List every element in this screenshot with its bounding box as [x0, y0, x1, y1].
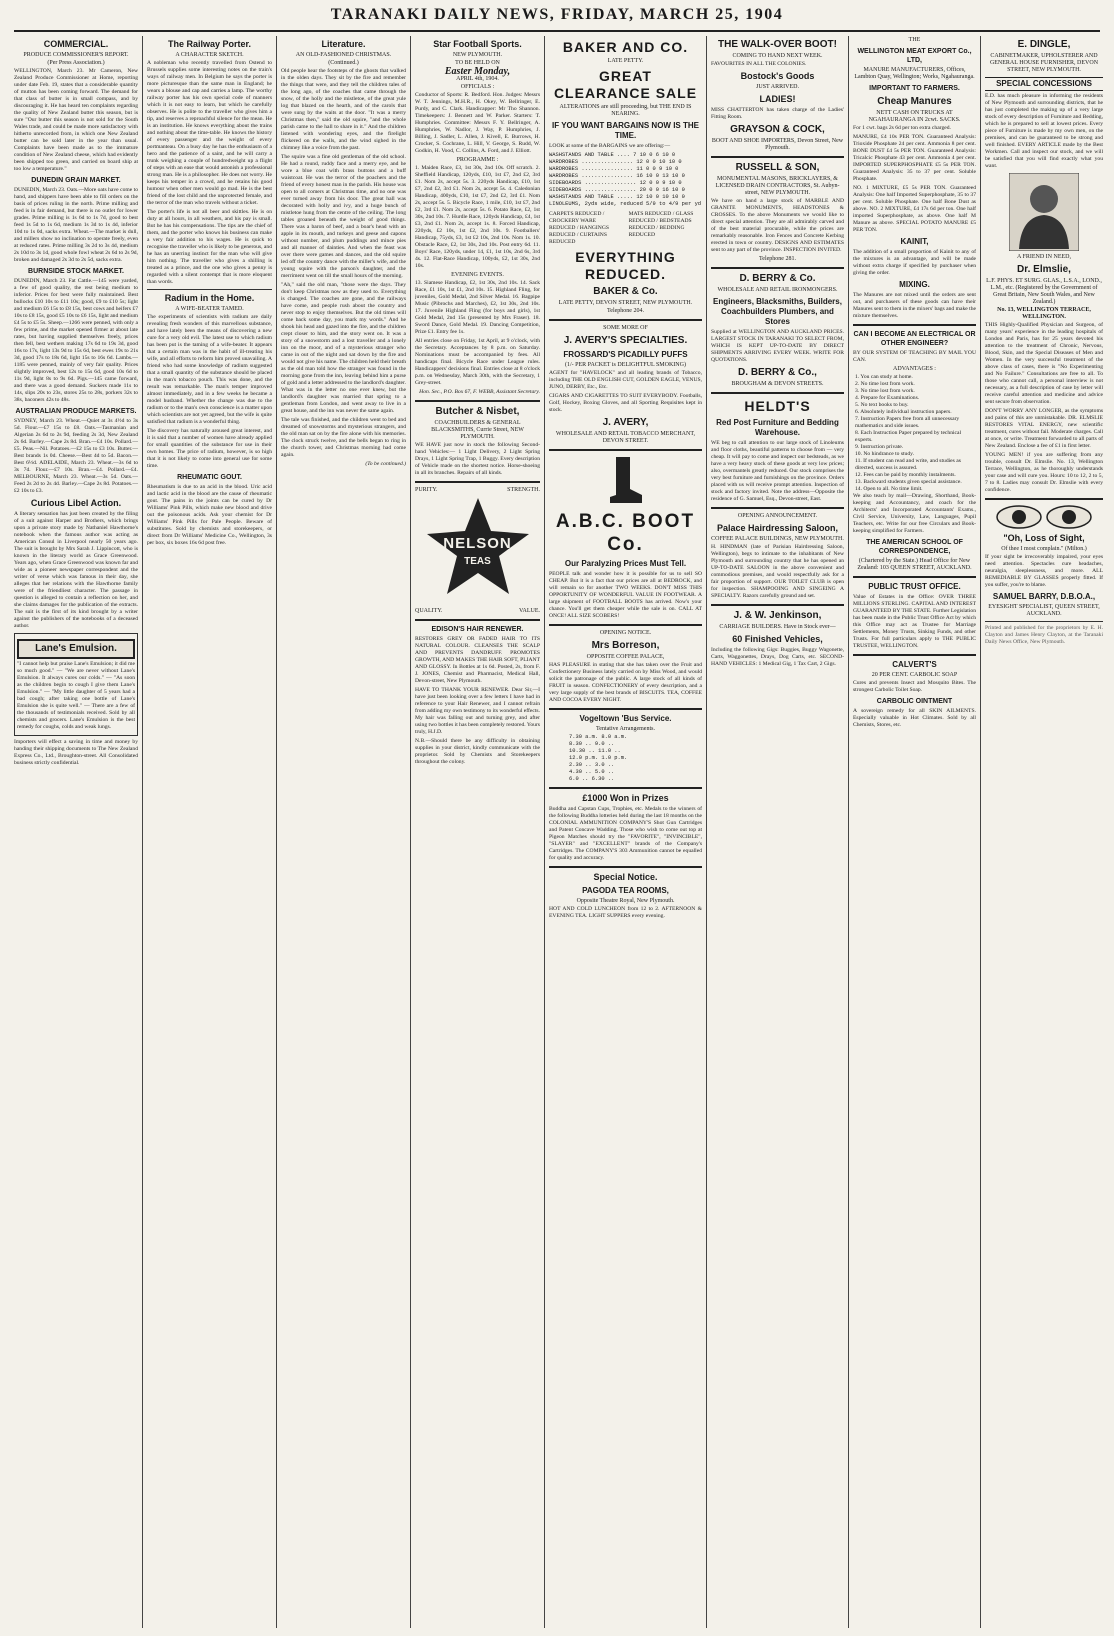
eyes-illustration	[994, 504, 1094, 530]
heading-walk-over-boot: THE WALK-OVER BOOT!	[718, 39, 837, 50]
list-item: 13. Backward students given special assistance.	[855, 479, 962, 485]
telephone: Telephone 281.	[759, 256, 796, 262]
subheading: Opposite Theatre Royal, New Plymouth.	[576, 898, 675, 904]
list-item: 2. No time lost from work.	[855, 381, 915, 387]
byline: (Per Press Association.)	[47, 60, 105, 66]
divider	[711, 392, 844, 394]
boot-icon	[606, 455, 646, 507]
article-text: The tale was finished, and the children went to bed and dreamed of snowstorms and mysterious strangers, and the old man sat on by the fire alone with his memories. The clock struck twelve, and the bells began to ring in the church tower, and Christmas morning had come again.	[281, 417, 406, 458]
divider	[711, 267, 844, 269]
evening-events-text: 13. Siamese Handicap, £2, 1st 30s, 2nd 10s. 14. Sack Race, £1 10s, 1st £1, 2nd 10s. 15. Highland Fling, for juveniles, Gold Medal, 2nd Silver Medal. 16. Bagpipe Music (Pibrochs and Marches), £2, 1st 30s, 2nd 10s. 17. Juvenile Highland Fling (for boys and girls), 1st Gold Medal, 2nd 15s (presented by Mrs Fraser). 18. Sword Dance, Gold Medal. 19. Dancing Competition, Prize £1. Entry fee 1s.	[415, 280, 540, 335]
ad-text: A sovereign remedy for all SKIN AILMENTS. Especially valuable in Hot Climates. Sold by all Chemists, Stores, etc.	[853, 708, 976, 728]
bargain-list	[549, 152, 702, 208]
heading-radium: Radium in the Home.	[164, 293, 255, 303]
ad-text: MANURE, £4 10s PER TON. Guaranteed Analysis: Trioxide Phosphate 24 per cent. Ammonia 8 per cent. BONE DUST £4 5s PER TON. Guaranteed Analysis: Tricalcic Phosphate 43 per cent. Ammonia 4 per cent. IMPORTED SUPERPHOSPHATE £5 5s PER TON. Guaranteed Analysis: 35 to 37 per cent. Soluble Phosphate.	[853, 134, 976, 182]
subheading: TO BE HELD ON	[455, 60, 500, 66]
subheading: MANURE MANUFACTURERS, Offices, Lambton Quay, Wellington; Works, Ngahauranga.	[854, 67, 975, 80]
ad-text: YOUNG MEN! if you are suffering from any trouble, consult Dr. Elmslie. No. 13, Wellington Terrace, Wellington, as he thoroughly understands your case and will cure you. Hours: 10 to 12, 2 to 5, 7 to 8. Ladies may consult Dr. Elmslie with every confidence.	[985, 452, 1103, 493]
heading-kainit: KAINIT,	[900, 237, 929, 246]
heading-important-farmers: IMPORTANT TO FARMERS.	[869, 85, 960, 92]
list-item: 5. No text books to buy.	[855, 402, 909, 408]
heading-baker-and-co: BAKER AND CO.	[562, 39, 689, 55]
ad-text: AGENT for "HAVELOCK" and all leading brands of Tobacco, including THE OLD ENGLISH CUT, GOLDEN EAGLE, VENUS, JUNO, DERBY, Etc., Etc.	[549, 370, 702, 390]
timetable-row: 2.30 .. 3.0 ..	[569, 762, 615, 768]
column-rule	[706, 36, 707, 1628]
portrait-icon	[1009, 173, 1079, 251]
article-text: "Ah," said the old man, "those were the days. They don't keep Christmas now as they used to. Everything is changed. The coaches are gone, and the railways have come, and people rush about the country and never stop to enjoy themselves. But the old times will come back some day, you mark my words." And he shook his head and gazed into the fire, and the children crept closer to him, and the story went on. It was a story of a snowstorm and a lost traveller and a lonely inn on the moor, and of a mysterious stranger who came in out of the night and sat down by the fire and would not give his name. The children held their breath as the old man told how the stranger was found in the morning gone from the inn, leaving behind him a purse of gold and a letter addressed to the landlord's daughter. What was in the letter no one ever knew, but the landlord's daughter was married that spring to a gentleman from London, and went away to live in a great house, and the inn was never the same again.	[281, 282, 406, 414]
list-item: WARDROBES ................ 12 0 0 10 10 0	[549, 159, 682, 165]
ad-text: N.B.—Should there be any difficulty in obtaining supplies in your district, kindly communicate with the proprietor. Sold by Chemists and Storekeepers throughout the colony.	[415, 738, 540, 765]
heading-paralyzing-prices: Our Paralyzing Prices Must Tell.	[564, 559, 687, 568]
article-text: WELLINGTON, March 23. Mr Cameron, New Zealand Produce Commissioner at Home, reporting under date Feb. 19, states that a considerable quantity of mutton has been coming forward. The demand for that class of butter is in small compass, and by discouraging it. He has heard ten complaints regarding the quality of New Zealand butter this season, but is sure "Our butter this season is not sold for the South Wales trade, and could be made more satisfactory with hitherto unrecorded from, in which one New Zealand butter can be sold later in the year than usual. Complaints have been made as to the immature condition of New Zealand cheese, which had evidently been shipped too green, and carried on board ship at too low a temperature."	[14, 68, 138, 172]
list-item: 10. No hindrance to study.	[855, 451, 914, 457]
heading-red-post-furniture: Red Post Furniture and Bedding Warehouse.	[716, 418, 839, 437]
subheading: JUST ARRIVED.	[756, 84, 799, 90]
ad-text: BY OUR SYSTEM OF TEACHING BY MAIL YOU CAN.	[853, 350, 976, 363]
ad-text: FAVOURITES IN ALL THE COLONIES.	[711, 61, 807, 67]
nelson-teas-top-labels	[415, 487, 540, 494]
list-item: 1. You can study at home.	[855, 374, 913, 380]
strength-label: STRENGTH.	[507, 487, 540, 493]
list-item: WASHSTANDS AND TABLE ..... 12 10 0 10 10 0	[549, 194, 685, 200]
divider	[985, 498, 1103, 500]
bus-timetable	[549, 734, 702, 783]
event-day: Easter Monday,	[444, 66, 511, 77]
list-item: 12. Fees can be paid by monthly instalments.	[855, 472, 956, 478]
ad-text: WE beg to call attention to our large stock of Linoleums and floor cloths, beautiful patterns to choose from — very cheap. It will pay to come and inspect our bedsteads, as we have a very heavy stock of these goods at very low prices; also, overmantels greatly reduced. Our stock comprises the very best furniture and furnishings on the province. Orders placed with us will receive prompt attention. Inspection of stock and factory invited. Note the address—Opposite the residence of G. Samuel, Esq., Devon-street, East.	[711, 440, 844, 502]
secretary-signature: Hon. Sec., P.O. Box 67, F. WEBB, Assistant Secretary.	[419, 389, 540, 395]
column-rule	[410, 36, 411, 1628]
subheading: A CHARACTER SKETCH.	[175, 52, 244, 58]
article-text: Old people hear the footsteps of the ghosts that walked in the olden days. They sit by the fire and remember the things that were, and they tell the children tales of the long ago, of the coaches that came through the snow, of the holly and the mistletoe, of the great yule log that blazed on the hearth, and of the carols that were sung by the waits at the door. "It was a merry Christmas then," said the old squire, "and the whole parish came to the hall to share in it." And the children listened with wondering eyes, and the firelight flickered on the walls, and the wind sighed in the chimney like a voice from the past.	[281, 68, 406, 151]
heading-bus-service: Vogeltown 'Bus Service.	[579, 714, 672, 723]
heading-e-dingle: E. DINGLE,	[1017, 39, 1071, 50]
heading-public-trust: PUBLIC TRUST OFFICE.	[868, 582, 961, 591]
event-date: APRIL 4th, 1904.	[456, 76, 499, 82]
list-item: 11. If student can read and write, and studies as directed, success is assured.	[855, 458, 961, 471]
article-text: The squire was a fine old gentleman of the old school. He had a round, ruddy face and a merry eye, and he wore a blue coat with brass buttons and a buff waistcoat. He was the terror of the poachers and the friend of every honest man in the parish. His house was open to all comers at Christmas time, and no one was ever turned away from his door. The great hall was decorated with holly and ivy, and a huge bunch of mistletoe hung from the centre of the ceiling. The long tables groaned beneath the weight of good things. There was a baron of beef, and a boar's head with an apple in its mouth, and turkeys and geese and capons without number, and plum puddings and mince pies and all manner of dainties. And when the feast was over there were games and dances, and the old squire led off the country dance with the miller's wife, and the young squire with the parson's daughter, and the merriment went on till the small hours of the morning.	[281, 154, 406, 279]
heading-abc-boot: A.B.C. BOOT Co.	[555, 511, 696, 555]
column-rule	[980, 36, 981, 1628]
subheading: NETT CASH ON TRUCKS AT NGAHAURANGA IN 2cwt. SACKS.	[868, 110, 961, 123]
heading-mrs-borreson: Mrs Borreson,	[591, 640, 660, 651]
list-item: SIDEBOARDS ................ 12 0 0 9 10 0	[549, 180, 682, 186]
column-literature	[281, 36, 406, 1628]
heading-australian-produce: AUSTRALIAN PRODUCE MARKETS.	[15, 408, 137, 415]
heading-bostocks-goods: Bostock's Goods	[740, 71, 815, 81]
heading-clearance-sale: GREAT CLEARANCE SALE	[553, 68, 698, 101]
ad-text: NO. 1 MIXTURE, £5 5s PER TON. Guaranteed Analysis: One half Imported Superphosphate, 35 to 37 per cent. Soluble Phosphate. One half Bone Dust as above. NO. 2 MIXTURE, £4 17s 6d per ton. One half imported Superphosphate, as above. One half M Manure as above. SPECIAL POTATO MANURE £5 PER TON.	[853, 185, 976, 233]
advantages-list	[853, 374, 976, 493]
ad-text: E.D. has much pleasure in informing the residents of New Plymouth and surrounding districts, that he has just completed the making up of a very large stock of every description of Furniture and Bedding, which he is prepared to sell at lowest prices. Every piece of Furniture is made by my own men, on the premises, and can be guaranteed to be strong and well finished. EVERY ARTICLE made by the Best Workmen. Call and inspect our stock, and we will be satisfied that you will find exactly what you want.	[985, 93, 1103, 169]
subheading: COMING TO HAND NEXT WEEK.	[732, 53, 823, 59]
subheading: CARRIAGE BUILDERS. Have in Stock ever—	[719, 624, 836, 630]
list-item: WASHSTANDS AND TABLE .... 7 10 0 6 10 0	[549, 152, 676, 158]
article-text: DUNEDIN, March 23. Oats.—More oats have come to hand, and shippers have been able to fill orders on the basis of prices ruling in the north. Prime milling and feed is in fair demand, but there is no outlet for lower grades. Prime milling is 1s 6d to 1s 7d, good to best feed 1s 5d to 1s 6d, medium 1s 3d to 1s 4d, inferior 10d to 1s 0d, sacks extra. Wheat.—The market is dull, and millers show no inclination to operate freely, even at reduced rates. Prime milling 3s 2d to 3s 4d, medium 2s 10d to 3s 1d, good whole fowl wheat 2s 6d to 2s 9d, broken and damaged 2s 3d to 2s 5d, sacks extra.	[14, 187, 138, 263]
entries-notes: All entries close on Friday, 1st April, at 9 o'clock, with the Secretary. Acceptances by 8 p.m. on Saturday. Nominations must be accompanied by fees. All handicaps final. Bicycle Race under League rules. Handicappers' decisions final. Entries close at 8 o'clock p.m. on Wednesday, March 30th, with the Secretary, 1 Grey-street.	[415, 338, 540, 386]
divider	[415, 400, 540, 402]
timetable-row: 6.0 .. 6.30 ..	[569, 776, 615, 782]
divider	[415, 481, 540, 483]
ad-lanes-emulsion	[14, 633, 138, 736]
masthead-rule	[14, 30, 1100, 32]
heading-samuel-barry: SAMUEL BARRY, D.B.O.A.,	[992, 592, 1096, 601]
heading-palace-hairdressing: Palace Hairdressing Saloon,	[716, 523, 839, 533]
heading-loss-of-sight: "Oh, Loss of Sight,	[1003, 533, 1085, 543]
quality-label: QUALITY.	[415, 608, 443, 614]
heading-literature: Literature.	[321, 39, 366, 49]
subheading: 20 PER CENT. CARBOLIC SOAP	[871, 672, 958, 678]
ad-text: CIGARS AND CIGARETTES TO SUIT EVERYBODY. Footballs, Golf, Hockey, Boxing Gloves, and all Sporting Requisites kept in stock.	[549, 393, 702, 413]
heading-railway-porter: The Railway Porter.	[167, 39, 252, 49]
column-rule	[848, 36, 849, 1628]
ad-text: Buddha and Capstan Cups, Trophies, etc. Medals to the winners of the following Buddha lotteries held during the last 18 months on the COLONIAL AMMUNITION COMPANY'S Shot Gun Cartridges and Patent Concave Wadding. Those who wish to come out top at Pigeon Matches should try the "FAVORITE", "INVINCIBLE", "SLAYER" and "EXCELLENT" brands of the Company's Cartridges. The COMPANY'S 303 Ammunition cannot be equalled for quality and accuracy.	[549, 806, 702, 861]
ad-text: If your sight be irrecoverably impaired, your eyes need attention. Spectacles cure headaches, neuralgia, sleeplessness, and more. ALL REMEDIABLE BY GLASSES properly fitted. If you suffer, you're to blame.	[985, 554, 1103, 588]
heading-stock-market: BURNSIDE STOCK MARKET.	[28, 268, 124, 275]
column-baker-avery	[549, 36, 702, 1628]
subheading: CABINETMAKER, UPHOLSTERER AND GENERAL HOUSE FURNISHER, DEVON STREET, NEW PLYMOUTH.	[989, 53, 1099, 73]
ad-text: "I cannot help but praise Lane's Emulsion; it did me so much good." — "We are never without Lane's Emulsion. It always cures our colds." — "As soon as the children begin to cough I give them Lane's Emulsion." — "My little daughter of 5 years had a bad cough; after taking one bottle of Lane's Emulsion she is quite well." — There are a few of the thousands of testimonials received. Sold by all chemists and grocers. Lane's Emulsion is the best remedy for coughs, colds and weak lungs.	[17, 661, 135, 730]
timetable-row: 8.30 .. 9.0 ..	[569, 741, 615, 747]
column-walk-over-boot	[711, 36, 844, 1628]
advantages-title: ADVANTAGES :	[893, 366, 936, 372]
heading-carbolic-ointment: CARBOLIC OINTMENT	[876, 698, 953, 705]
heading-finished-vehicles: 60 Finished Vehicles,	[732, 634, 823, 644]
subheading: LATE PETTY.	[607, 58, 644, 64]
subheading-note: (Continued.)	[328, 60, 359, 66]
heading-grain-market: DUNEDIN GRAIN MARKET.	[31, 177, 121, 184]
article-text: The porter's life is not all beer and skittles. He is on duty at all hours, in all weathers, and his pay is small. But he has his compensations. The tips are the chief of them, and the porter who knows his business can make a very fair addition to his wages. He is quick to recognise the traveller who is likely to be generous, and he has an unerring instinct for the man who will give him nothing. The traveller who gives a shilling is treated as a prince, and the one who gives a penny is regarded with a silent contempt that is more eloquent than words.	[147, 209, 272, 285]
article-text: Importers will effect a saving in time and money by handing their shipping documents to The New Zealand Express Co., Ltd., Broughton-street. All Consolidated business strictly confidential.	[14, 739, 138, 766]
quote-attribution: Of thee I most complain." (Milton.)	[1001, 546, 1087, 552]
ad-text: PEOPLE talk and wonder how it is possible for us to sell SO CHEAP. But it is a fact that our prices are all at BEDROCK, and will remain so for another TWO WEEKS. DON'T MISS THIS OPPORTUNITY OF WONDERFUL VALUE IN FOOTWEAR. A large shipment of FOOTBALL BOOTS has arrived. Now's your chance. You'll get them cheaper while the sale is on. CALL AT ONCE! ALL SIZE SCOBERS!	[549, 571, 702, 619]
list-item: 8. Each Instruction Paper prepared by technical experts.	[855, 430, 962, 443]
column-dingle-elmslie	[985, 36, 1103, 1628]
heading-ladies: LADIES!	[759, 94, 796, 104]
list-item: 7. Instruction Papers free from all unnecessary mathematics and side issues.	[855, 416, 960, 429]
divider	[549, 449, 702, 451]
divider	[549, 866, 702, 868]
heading-dr-elmslie: Dr. Elmslie,	[1017, 264, 1071, 275]
heading-grayson-cock: GRAYSON & COCK,	[730, 124, 825, 135]
timetable-row: 12.0 p.m. 1.0 p.m.	[569, 755, 628, 761]
ad-text: Supplied at WELLINGTON AND AUCKLAND PRICES. LARGEST STOCK IN TARANAKI TO SELECT FROM, WHICH IS KEPT UP-TO-DATE BY DIRECT SHIPMENTS ARRIVING EVERY WEEK. WRITE FOR QUOTATIONS.	[711, 329, 844, 363]
article-text: SYDNEY, March 23. Wheat.—Quiet at 3s 4½d to 3s 5d. Flour.—£7 15s to £8. Oats.—Tasmanian and Algerian 2s 6d to 2s 9d, feeding 2s 3d, New Zealand 2s 6d. Barley.—Cape 2s 8d. Bran.—£4 10s. Pollard.—£5. Peas.—Nil. Potatoes.—£2 15s to £3 10s. Butter.—Best brands 1s 0d. Cheese.—Best 4d to 5d. Bacon.—Best 6½d. ADELAIDE, March 23. Wheat.—3s 6d to 3s 7d. Flour.—£7 10s. Bran.—£4. Pollard.—£4. MELBOURNE, March 23. Wheat.—3s 5d. Oats.—Feed 2s 2d to 2s 4d. Barley.—Cape 2s 8d. Potatoes.—£2 10s to £3.	[14, 418, 138, 494]
article-text: A nobleman who recently travelled from Ostend to Brussels supplies some interesting notes on the train's ways of railway men. In Belgium he says the porter is more picturesque than the same man in England; he wears a blouse and cap and carries a lamp. The worthy railway porter has his own special code of manners which it is not easy to learn, but which he carefully observes. He is polite to the traveller who gives him a tip, and reserves a reproachful silence for the mean. He is an institution. He knows everything about the trains and nothing about the time-table. He knows the history of every passenger and the weight of every portmanteau. On a busy day he has the enthusiasm of a hero and the patience of a saint, and he will carry a trunk weighing a couple of hundredweight up a flight of steps with an ease that would astonish a professional strong man. He is a philosopher. He does not worry. He keeps his temper in a crowd, and he retains his good humour when other men would go mad. He is the best friend of the lost child and the unprotected female, and the terror of the man who travels without a ticket.	[147, 60, 272, 206]
heading-cheap-manures: Cheap Manures	[877, 96, 952, 107]
subheading: NEW PLYMOUTH.	[452, 52, 503, 58]
heading-mixing: MIXING.	[899, 280, 930, 289]
subheading: WHOLESALE AND RETAIL IRONMONGERS.	[717, 287, 838, 293]
value-label: VALUE.	[518, 608, 540, 614]
subheading: (1/- PER PACKET is DELIGHTFUL SMOKING)	[565, 362, 686, 368]
list-item: WARDROBES ................ 11 0 0 9 10 0	[549, 166, 679, 172]
list-item: 6. Absolutely individual instruction papers.	[855, 409, 952, 415]
programme-text: 1. Maiden Race, £3, 1st 30s, 2nd 10s. Off scratch. 2. Sheffield Handicap, 120yds, £10, 1st £7, 2nd £2, 3rd £1. Nom 2s, accept 5s. 3. 220yds Handicap, £10, 1st £7, 2nd £2, 3rd £1. Nom 2s, accept 5s. 4. Caledonian Handicap, 400yds, £10, 1st £7, 2nd £2, 3rd £1. Nom 2s, accept 5s. 5. Bicycle Race, 1 mile, £10, 1st £7, 2nd £2, 3rd £1. Nom 2s, accept 5s. 6. Potato Race, £2, 1st 30s, 2nd 10s. 7. Hurdle Race, 120yds Handicap, £4, 1st £3, 2nd £1. Nom 2s, accept 1s. 8. Forced Handicap, 220yds, £2 10s, 1st £2, 2nd 10s. 9. Footballers' Handicap, 75yds, £3, 1st £2 10s, 2nd 10s. Nom 1s. 10. Obstacle Race, £2, 1st 30s, 2nd 10s. Post entry 6d. 11. Boys' Race, 120yds, under 14, £1, 1st 10s, 2nd 6s, 3rd 4s. 12. Flat-Race Handicap, 100yds, £2, 1st 30s, 2nd 10s.	[415, 165, 540, 269]
heading-heldts: HELDT'S	[744, 398, 811, 414]
heading-engineers: Engineers, Blacksmiths, Builders, Coachbuilders Plumbers, and Stores	[713, 297, 842, 326]
ad-text: DON'T WORRY ANY LONGER, as the symptoms and pains of this are unmistakable. DR. ELMSLIE RESTORES VITAL ENERGY, new scientific treatment, cures without fail. Moderate charges. Call at once, or write. Treatment forwarded to all parts of New Zealand. Enclose a fee of £1 in first letter.	[985, 408, 1103, 449]
heading-baker-co: BAKER & Co.	[593, 286, 658, 297]
list-item: 14. Open to all. No time limit.	[855, 486, 923, 492]
divider	[853, 576, 976, 578]
ad-text: MISS CHATTERTON has taken charge of the Ladies' Fitting Room.	[711, 107, 844, 120]
subheading: (Chartered by the State.) Head Office for New Zealand: 103 QUEEN STREET, AUCKLAND.	[857, 558, 972, 571]
column-railway-porter	[147, 36, 272, 1628]
column-commercial	[14, 36, 138, 1628]
telephone: Telephone 204.	[607, 308, 644, 314]
heading-american-school: THE AMERICAN SCHOOL OF CORRESPONDENCE,	[866, 539, 963, 555]
subheading: A WIFE-BEATER TAMED.	[175, 306, 244, 312]
list-item: 9. Instruction private.	[855, 444, 904, 450]
heading-avery-specialties: J. AVERY'S SPECIALTIES.	[563, 335, 688, 346]
heading-pagoda-tea-rooms: PAGODA TEA ROOMS,	[582, 886, 669, 895]
column-football-sports	[415, 36, 540, 1628]
heading-calverts: CALVERT'S	[892, 660, 937, 669]
nelson-teas-star	[423, 496, 533, 606]
subheading: OPENING ANNOUNCEMENT.	[737, 513, 818, 519]
column-rule	[544, 36, 545, 1628]
heading-prizes: £1000 Won in Prizes	[582, 793, 669, 803]
heading-special-notice: Special Notice.	[593, 872, 658, 882]
divider	[853, 654, 976, 656]
article-text: The experiments of scientists with radium are daily revealing fresh wonders of this marvellous substance, and have lately been the means of discovering a new cure for a very old evil. The latest use to which radium has been put is the taming of a wife-beater. It appears that a certain man was in the habit of ill-treating his wife, and all efforts to reform him proved unavailing. A friend who had some knowledge of radium suggested that a small quantity of the substance should be placed in the man's tobacco pouch. This was done, and the result was remarkable. The man's temper improved almost immediately, and in a few weeks he became a model husband. Whether the change was due to the radium or to the man's own conscience is a matter upon which scientists are not yet agreed, but the wife is quite satisfied that radium is a wonderful thing.	[147, 314, 272, 425]
ad-text: Including the following Gigs: Buggies, Buggy Wagonette, Carts, Waggonettes, Drays, Dog Carts, etc. SECOND-HAND VEHICLES: 1 Medical Gig, 1 Tax Cart, 2 Gigs.	[711, 647, 844, 667]
divider	[711, 156, 844, 158]
heading-wellington-meat-export: WELLINGTON MEAT EXPORT Co., LTD,	[857, 48, 972, 64]
ad-text: We have on hand a large stock of MARBLE AND GRANITE MONUMENTS, HEADSTONES & CROSSES. To the above Monuments we would like to direct special attention. They are all admirably carved and of the best material procurable, while the prices are remarkably reasonable. Iron Fences and Concrete Kerbing erected in town or country. DESIGNS AND ESTIMATES sent to any part of the province. INSPECTION INVITED.	[711, 198, 844, 253]
divider	[985, 621, 1103, 622]
ad-text: RESTORES GREY OR FADED HAIR TO ITS NATURAL COLOUR. CLEANSES THE SCALP AND PREVENTS DANDRUFF. PROMOTES GROWTH, AND MAKES THE HAIR SOFT, PLIANT AND GLOSSY. In Bottles at 1s 6d. Posted, 2s, from F. J. JONES, Chemist and Pharmacist, Medical Hall, Devon-street, New Plymouth.	[415, 636, 540, 684]
heading-hair-renewer: EDISON'S HAIR RENEWER.	[431, 626, 524, 633]
heading-everything-reduced: EVERYTHING REDUCED.	[575, 249, 676, 282]
heading-special-concessions: SPECIAL CONCESSIONS	[985, 77, 1103, 91]
heading-become-engineer: CAN I BECOME AN ELECTRICAL OR OTHER ENGINEER?	[853, 331, 976, 347]
divider	[549, 787, 702, 789]
heading-star-football: Star Football Sports.	[433, 39, 522, 49]
boot-illustration	[606, 455, 646, 507]
nelson-brand: NELSON	[443, 535, 512, 552]
nelson-teas-bottom-labels	[415, 608, 540, 615]
doctor-portrait	[1009, 173, 1079, 251]
subheading: Tentative Arrangements.	[596, 726, 655, 732]
heading-d-berry-address: D. BERRY & Co.,	[738, 367, 817, 378]
ad-text: The Manures are not mixed until the orders are sent out, and purchasers of these goods can have their Manures sent to them in the mixers' bags and make the mixture themselves.	[853, 292, 976, 319]
subheading: COFFEE PALACE BUILDINGS, NEW PLYMOUTH.	[711, 536, 844, 542]
eyes-icon	[994, 504, 1094, 530]
subheading: OPENING NOTICE.	[599, 630, 652, 636]
subheading: A FRIEND IN NEED,	[1017, 254, 1071, 260]
list-item: 3. No time lost from work.	[855, 388, 915, 394]
ad-text: The addition of a small proportion of Kainit to any of the mixtures is an advantage, and will be made without extra charge if specified by purchaser when giving the order.	[853, 249, 976, 276]
divider	[549, 319, 702, 321]
divider	[711, 604, 844, 606]
column-rule	[276, 36, 277, 1628]
testimonial-text: HAVE TO THANK YOUR RENEWER. Dear Sir,—I have just been looking over a few letters I have had in reference to your Hair Renewer, and I cannot refrain from adding my own testimony to its wonderful effects. My hair was falling out and turning grey, and after using two bottles it has been completely restored. Yours truly, H.J.D.	[415, 687, 540, 735]
subheading: EYESIGHT SPECIALIST, QUEEN STREET, AUCKLAND.	[988, 604, 1100, 617]
divider	[711, 507, 844, 509]
heading-libel-action: Curious Libel Action.	[30, 498, 122, 508]
heading-butcher-nisbet: Butcher & Nisbet,	[435, 406, 520, 417]
heading-d-berry: D. BERRY & Co.	[739, 273, 816, 284]
nelson-teas: TEAS	[464, 556, 491, 567]
officials-title: OFFICIALS :	[460, 84, 495, 90]
subheading: BROUGHAM & DEVON STREETS.	[731, 381, 824, 387]
divider	[415, 619, 540, 621]
subheading: SOME MORE OF	[603, 325, 648, 331]
subheading: WHOLESALE AND RETAIL TOBACCO MERCHANT, DEVON STREET.	[555, 431, 696, 444]
ad-text: WE HAVE just now in stock the following Second-hand Vehicles:— 1 Light Delivery, 2 Light Spring Drays, 1 Light Spring Trap, 1 Buggy. Every description of Vehicle made on the shortest notice. Horse-shoeing in all its branches. Repairs of all kinds.	[415, 442, 540, 476]
subheading: THE	[908, 37, 921, 43]
subheading: LATE PETTY, DEVON STREET, NEW PLYMOUTH.	[558, 300, 693, 306]
reduced-items	[549, 211, 702, 246]
divider	[147, 289, 272, 290]
ad-text: H. HINDMAN (late of Parisian Hairdressing Saloon, Wellington), begs to intimate to the inhabitants of New Plymouth and surrounding country that he has opened an UP-TO-DATE SALOON in the above convenient and commodious premises, and would respectfully ask for a fair proportion of support. OUR TOILET CLUB is open for inspection. SHAMPOOING AND SINGEING A SPECIALTY. Razors carefully ground and set.	[711, 544, 844, 599]
evening-events-title: EVENING EVENTS.	[451, 272, 504, 278]
list-item: SIDEBOARDS ................ 20 0 0 16 10 0	[549, 187, 685, 193]
officials-text: Conductor of Sports: R. Bedford. Hon. Judges: Messrs W. T. Jennings, M.H.R., H. Okey, W. Bellringer, E. Purdy, and C. Clark. Handicapper: Mr Tho Shannon. Timekeepers: J. Bennett and W. Parker. Starters: T. Humphries. Committee: Messrs F. Y. Bellringer, A. Humphries, W. Nadlor, J. Way, P. Humphries, J. Billing, J. Sadler, L. Allen, J. Kivell, E. Burrows, H. Crocker, S. Cochrane, L. Hill, V. George, S. Rudd, W. Godkin, H. Vood, C. Collins, A. Ford, and J. Elliott.	[415, 92, 540, 154]
list-item: WARDROBES ................ 16 10 0 13 10 0	[549, 173, 685, 179]
subheading: PRODUCE COMMISSIONER'S REPORT.	[23, 52, 129, 58]
ad-text: HAS PLEASURE in stating that she has taken over the Fruit and Confectionery Business lately carried on by Miss Wood, and would solicit the patronage of the public. A large stock of all kinds of FRUIT in season. CONFECTIONERY of every description, and a very large supply of the best brands of BISCUITS. TEA, COFFEE AND COCOA EVERY NIGHT.	[549, 662, 702, 703]
heading-jenkinson: J. & W. Jenkinson,	[733, 610, 822, 621]
subheading: MONUMENTAL MASONS, BRICKLAYERS, & LICENSED DRAIN CONTRACTORS, St. Aubyn-street, NEW PLYMOUTH.	[715, 176, 840, 196]
imprint: Printed and published for the proprietors by E. H. Clayton and James Henry Clayton, at the Taranaki Daily News Office, New Plymouth.	[985, 625, 1103, 645]
divider	[853, 324, 976, 326]
ad-text: Cures and prevents Insect and Mosquito Bites. The strongest Carbolic Toilet Soap.	[853, 680, 976, 693]
subheading: AN OLD-FASHIONED CHRISTMAS.	[295, 52, 392, 58]
list-item: LINOLEUMS, 2yds wide, reduced 5/9 to 4/9 per yd	[549, 201, 702, 207]
timetable-row: 7.30 a.m. 8.0 a.m.	[569, 734, 628, 740]
ad-title: Lane's Emulsion.	[17, 639, 135, 659]
ad-text: We also teach by mail—Drawing, Shorthand, Book-keeping and Accountancy, and coach for the Architects' and Incorporated Accountants' Exams., Civil Service, University, Law, Languages, Pupil Teachers, etc. Write for our free Circulars and Book-keeping simplified for Farmers.	[853, 493, 976, 534]
masthead: TARANAKI DAILY NEWS, FRIDAY, MARCH 25, 1904	[330, 6, 784, 23]
article-text: DUNEDIN, March 23. Fat Cattle.—145 were yarded, a few of good quality, the rest being medium to inferior. Prices for best were fully maintained. Best bullocks £10 10s to £11 10s; good, £9 to £10 5s; light and medium £6 15s to £8 15s, best cows and heifers £7 10s to £8 15s, good £5 10s to £6 15s, light and medium £4 5s to £5 5s. Sheep.—1266 were penned, with only a few prime, and the market opened firmer at about late rates, but having supplied themselves freely, prices then fell, best wethers making 17s 6d to 19s 3d, good 16s to 17s, light 13s 9d to 15s 6d, best ewes 19s to 21s 3d, good 17s to 18s 6d, light 15s to 16s 6d. Lambs.—1185 were penned, mainly of very fair quality. Prices slightly improved, best 12s to 15s 6d, good 10s 6d to 11s 9d, light 8s to 9s 6d. Pigs.—145 came forward, and there was a good demand. Suckers made 11s to 14s, slips 20s to 23s, stores 25s to 28s, porkers 32s to 38s, baconers 42s to 48s.	[14, 278, 138, 403]
reduced-left: CARPETS REDUCED / CROCKERY WARE REDUCED / HANGINGS REDUCED / CURTAINS REDUCED	[549, 211, 609, 245]
divider	[549, 624, 702, 626]
continued-note: (To be continued.)	[365, 461, 406, 467]
ad-text: Value of Estates in the Office: OVER THREE MILLIONS STERLING. CAPITAL AND INTEREST GUARANTEED BY THE STATE. Further Legislation has been made in the Public Trust Office Act by which this Office may act as Trustee for Marriage Settlements, Money Trusts, Sinking Funds, and other Trusts. For full particulars apply to THE PUBLIC TRUSTEE, WELLINGTON.	[853, 594, 976, 649]
address: No. 13, WELLINGTON TERRACE, WELLINGTON.	[997, 307, 1091, 320]
article-text: A literary sensation has just been created by the filing of a suit against Harper and Brothers, which brings upon a private story made by Nathaniel Hawthorne's notebook when the famous author was acting as American Consul in Liverpool nearly 50 years ago. The suit is brought by Mrs Sarah J. Lippincott, who is known in the literary world as Grace Greenwood. Years ago, when Grace Greenwood was known far and wide as a pioneer newspaper correspondent and the writer of verse which was famous in their day, she alleges that her relations with the Hawthorne family were of the friendliest character. The passage in question is alleged to contain a reflection on her, and she claims damages for the publication of the extracts. The suit is the first of its kind brought by a writer against the publishers of the notebooks of a deceased author.	[14, 511, 138, 629]
subheading: L.F. PHYS. ET SURG. GLAS., L.S.A., LOND., L.M., etc. (Registered by the Government of Great Britain, New South Wales, and New Zealand.)	[986, 278, 1102, 305]
heading-russell-son: RUSSELL & SON,	[735, 162, 820, 173]
ad-text: HOT AND COLD LUNCHEON from 12 to 2. AFTERNOON & EVENING TEA. LIGHT SUPPERS every evening.	[549, 906, 702, 919]
article-text: The discovery has naturally aroused great interest, and it is said that a number of women have already applied for small quantities of the substance for use in their own homes. The price of radium, however, is so high that it is not likely to come into general use for some time.	[147, 428, 272, 469]
programme-title: PROGRAMME :	[456, 157, 499, 163]
timetable-row: 4.30 .. 5.0 ..	[569, 769, 615, 775]
heading-commercial: COMMERCIAL.	[43, 39, 109, 49]
reduced-right: MATS REDUCED / GLASS REDUCED / BEDSTEADS REDUCED / BEDDING REDUCED	[628, 211, 694, 238]
list-intro: LOOK at some of the BARGAINS we are offering:—	[549, 143, 671, 149]
heading-bargains: IF YOU WANT BARGAINS NOW IS THE TIME.	[552, 121, 699, 140]
ad-text: For 1 cwt. bags 2s 6d per ton extra charged.	[853, 125, 951, 131]
heading-picadilly-puffs: FROSSARD'S PICADILLY PUFFS	[563, 350, 688, 359]
subheading: ALTERATIONS are still proceeding, but THE END IS NEARING.	[559, 104, 692, 117]
column-meat-export	[853, 36, 976, 1628]
article-text: Rheumatism is due to an acid in the blood. Uric acid and lactic acid in the blood are the cause of rheumatic gout. The pains in the joints can be cured by Dr Williams' Pink Pills, which make new blood and drive out the poisonous acids. Ask your chemist for Dr Williams' Pink Pills for Pale People. Beware of substitutes. Sold by chemists and storekeepers, or direct from Dr Williams' Medicine Co., Wellington, 3s per box, six boxes 16s 6d post free.	[147, 484, 272, 546]
purity-label: PURITY.	[415, 487, 438, 493]
subheading: COACHBUILDERS & GENERAL BLACKSMITHS, Currie Street, NEW PLYMOUTH.	[431, 420, 524, 440]
heading-rheumatic-gout: RHEUMATIC GOUT.	[177, 474, 242, 481]
heading-j-avery: J. AVERY,	[602, 417, 649, 428]
divider	[549, 708, 702, 710]
list-item: 4. Prepare for Examinations.	[855, 395, 920, 401]
column-rule	[142, 36, 143, 1628]
timetable-row: 10.30 .. 11.0 ..	[569, 748, 621, 754]
ad-text: THIS Highly-Qualified Physician and Surgeon, of many years' experience in the leading hospitals of London and Paris, has for 25 years devoted his attention to the treatment of Chronic, Nervous, Blood, Skin, and the Special Diseases of Men and Women. In the very successful treatment of the above class of cases, there is "No Experimenting and No Failure." Consultations are free to all. To those who cannot call, a personal interview is not necessary, as a full description of case by letter will receive careful attention and medicine and advice sent secure from observation.	[985, 322, 1103, 405]
subheading: BOOT AND SHOE IMPORTERS, Devon Street, New Plymouth.	[711, 138, 844, 151]
subheading: OPPOSITE COFFEE PALACE,	[586, 654, 665, 660]
